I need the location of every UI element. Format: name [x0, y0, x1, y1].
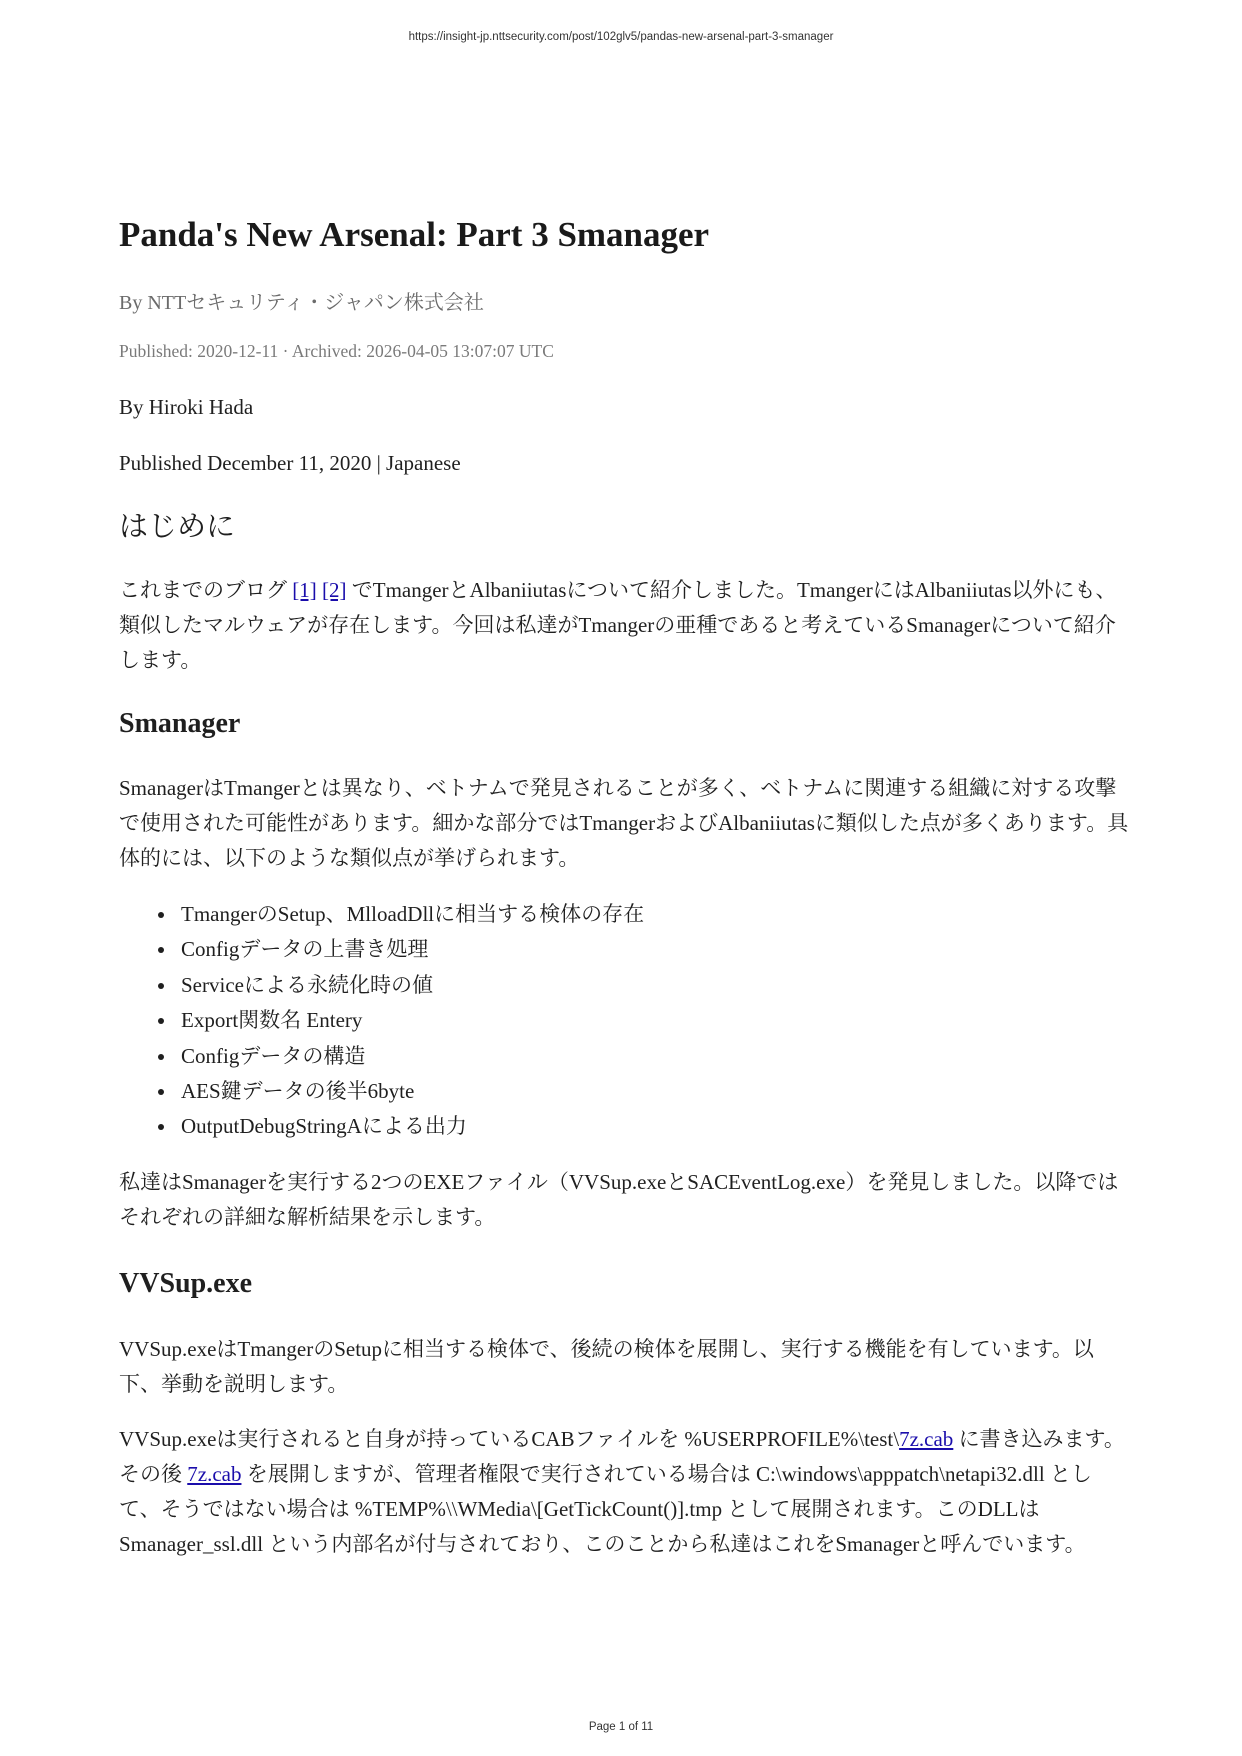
vvsup-paragraph-1: VVSup.exeはTmangerのSetupに相当する検体で、後続の検体を展開し、実行する機能を有しています。以下、挙動を説明します。: [119, 1337, 1094, 1396]
list-item: Configデータの上書き処理: [181, 932, 644, 967]
section-heading-introduction: はじめに: [119, 509, 236, 543]
article-meta: Published: 2020-12-11 · Archived: 2026-04-05 13:07:07 UTC: [119, 341, 554, 361]
vvsup-text-b: に書き込みます。その後: [119, 1427, 1125, 1486]
list-item: Export関数名 Entery: [181, 1003, 644, 1038]
vvsup-text-c: を展開しますが、管理者権限で実行されている場合は C:\windows\apppatch\netapi32.dll として、そうではない場合は %TEMP%\\WMedia\[GetTickCount()].tmp として展開されます。このDLLは Smanager_ssl.dll という内部名が付与されており、このことから私達はこれをSmanagerと呼んでいます。: [119, 1462, 1092, 1556]
reference-link-1[interactable]: [1]: [292, 578, 317, 602]
cab-link-1[interactable]: 7z.cab: [899, 1427, 954, 1451]
article-byline: By NTTセキュリティ・ジャパン株式会社: [119, 292, 484, 314]
list-item: AES鍵データの後半6byte: [181, 1074, 644, 1109]
list-item: TmangerのSetup、MlloadDllに相当する検体の存在: [181, 897, 644, 932]
intro-text-a: これまでのブログ: [119, 578, 293, 602]
list-item: Configデータの構造: [181, 1039, 644, 1074]
page-number-footer: Page 1 of 11: [588, 1721, 654, 1733]
intro-paragraph: [119, 573, 1129, 678]
exe-files-paragraph: 私達はSmanagerを実行する2つのEXEファイル（VVSup.exeとSACEventLog.exe）を発見しました。以降ではそれぞれの詳細な解析結果を示します。: [119, 1170, 1119, 1229]
section-heading-smanager: Smanager: [119, 708, 241, 739]
vvsup-text-a: VVSup.exeは実行されると自身が持っているCABファイルを %USERPROFILE%\test\: [119, 1427, 900, 1451]
section-heading-vvsup: VVSup.exe: [119, 1268, 253, 1299]
smanager-paragraph: SmanagerはTmangerとは異なり、ベトナムで発見されることが多く、ベトナムに関連する組織に対する攻撃で使用された可能性があります。細かな部分ではTmangerおよびAlbaniiutasに類似した点が多くあります。具体的には、以下のような類似点が挙げられます。: [119, 776, 1129, 870]
list-item: OutputDebugStringAによる出力: [181, 1109, 644, 1144]
similarity-list: [119, 897, 644, 1145]
list-item: Serviceによる永続化時の値: [181, 968, 644, 1003]
reference-link-2[interactable]: [2]: [322, 578, 347, 602]
article-title: Panda's New Arsenal: Part 3 Smanager: [119, 215, 710, 254]
intro-text-b: でTmangerとAlbaniiutasについて紹介しました。TmangerにはAlbaniiutas以外にも、類似したマルウェアが存在します。今回は私達がTmangerの亜種であると考えているSmanagerについて紹介します。: [119, 578, 1117, 672]
article-published-line: Published December 11, 2020 | Japanese: [119, 451, 461, 475]
vvsup-paragraph-2: [119, 1422, 1129, 1562]
cab-link-2[interactable]: 7z.cab: [187, 1462, 242, 1486]
article-author: By Hiroki Hada: [119, 395, 254, 419]
page-url-header: https://insight-jp.nttsecurity.com/post/102glv5/pandas-new-arsenal-part-3-smanager: [408, 31, 834, 43]
